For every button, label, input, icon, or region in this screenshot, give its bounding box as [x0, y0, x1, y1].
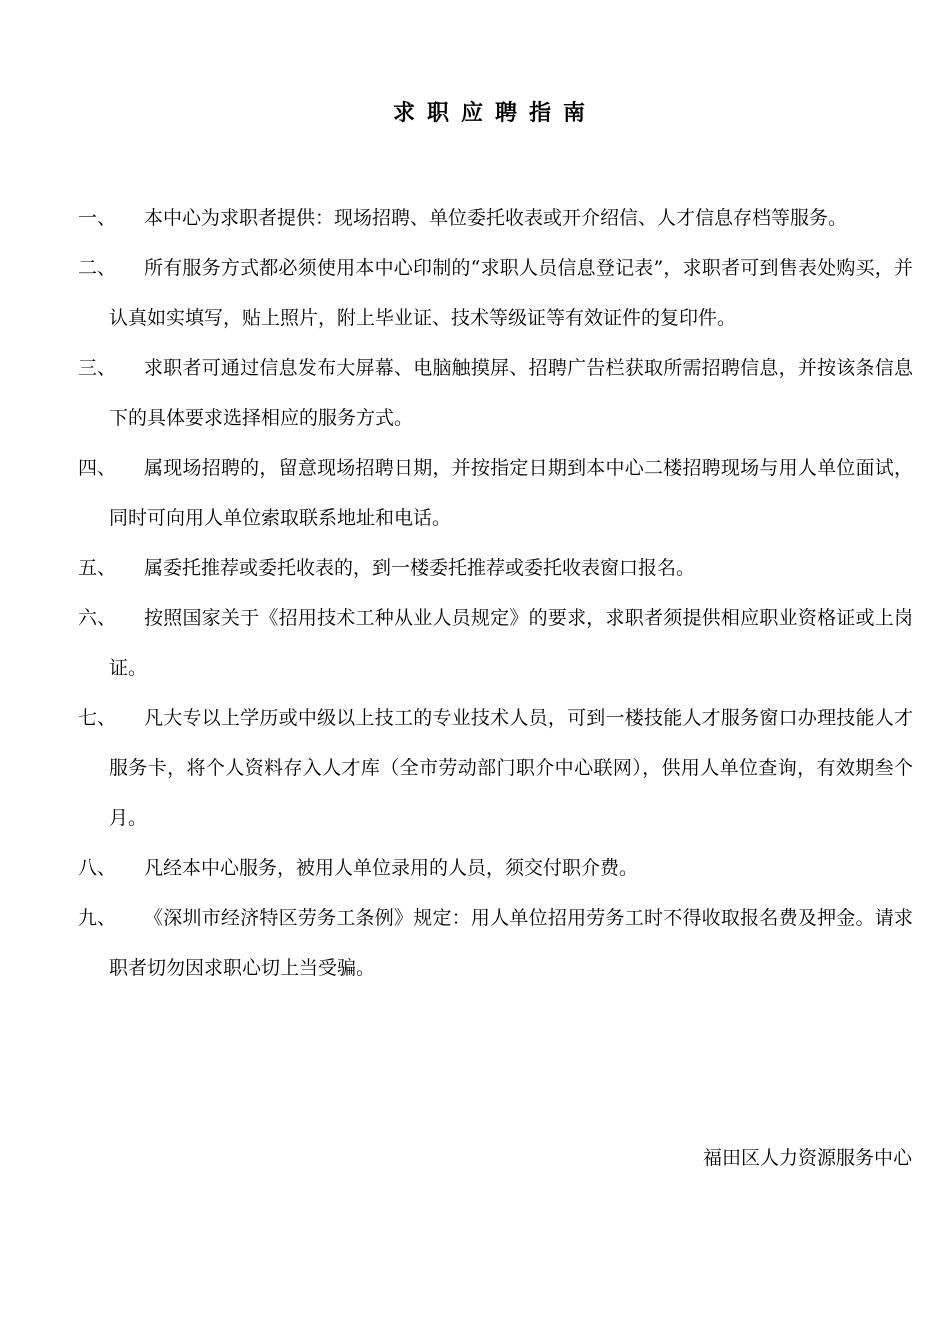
- item-number: 二、: [78, 257, 117, 279]
- issuer-signature: 福田区人力资源服务中心: [702, 1147, 912, 1169]
- list-item: [0, 193, 950, 243]
- item-text: 凡经本中心服务，被用人单位录用的人员，须交付职介费。: [144, 857, 639, 879]
- item-number: 九、: [78, 907, 117, 929]
- list-item: [0, 343, 950, 443]
- item-text: 凡大专以上学历或中级以上技工的专业技术人员，可到一楼技能人才服务窗口办理技能人才服务卡，将个人资料存入人才库（全市劳动部门职介中心联网），供用人单位查询，有效期叁个月。: [109, 707, 913, 829]
- item-number: 八、: [78, 857, 117, 879]
- item-number: 一、: [78, 207, 117, 229]
- item-number: 三、: [78, 357, 117, 379]
- guide-list: [0, 193, 950, 993]
- item-text: 所有服务方式都必须使用本中心印制的“求职人员信息登记表”，求职者可到售表处购买，并认真如实填写，贴上照片，附上毕业证、技术等级证等有效证件的复印件。: [109, 257, 913, 329]
- item-text: 属现场招聘的，留意现场招聘日期，并按指定日期到本中心二楼招聘现场与用人单位面试，同时可向用人单位索取联系地址和电话。: [109, 457, 913, 529]
- list-item: [0, 843, 950, 893]
- item-number: 七、: [78, 707, 117, 729]
- item-text: 本中心为求职者提供：现场招聘、单位委托收表或开介绍信、人才信息存档等服务。: [144, 207, 848, 229]
- item-number: 六、: [78, 607, 117, 629]
- list-item: [0, 243, 950, 343]
- item-number: 四、: [78, 457, 117, 479]
- list-item: [0, 693, 950, 843]
- list-item: [0, 543, 950, 593]
- item-text: 属委托推荐或委托收表的，到一楼委托推荐或委托收表窗口报名。: [144, 557, 696, 579]
- list-item: [0, 893, 950, 993]
- list-item: [0, 443, 950, 543]
- item-text: 按照国家关于《招用技术工种从业人员规定》的要求，求职者须提供相应职业资格证或上岗证。: [109, 607, 913, 679]
- item-number: 五、: [78, 557, 117, 579]
- item-text: 《深圳市经济特区劳务工条例》规定：用人单位招用劳务工时不得收取报名费及押金。请求职者切勿因求职心切上当受骗。: [109, 907, 913, 979]
- item-text: 求职者可通过信息发布大屏幕、电脑触摸屏、招聘广告栏获取所需招聘信息，并按该条信息下的具体要求选择相应的服务方式。: [109, 357, 913, 429]
- page-title: 求职应聘指南: [392, 101, 597, 126]
- list-item: [0, 593, 950, 693]
